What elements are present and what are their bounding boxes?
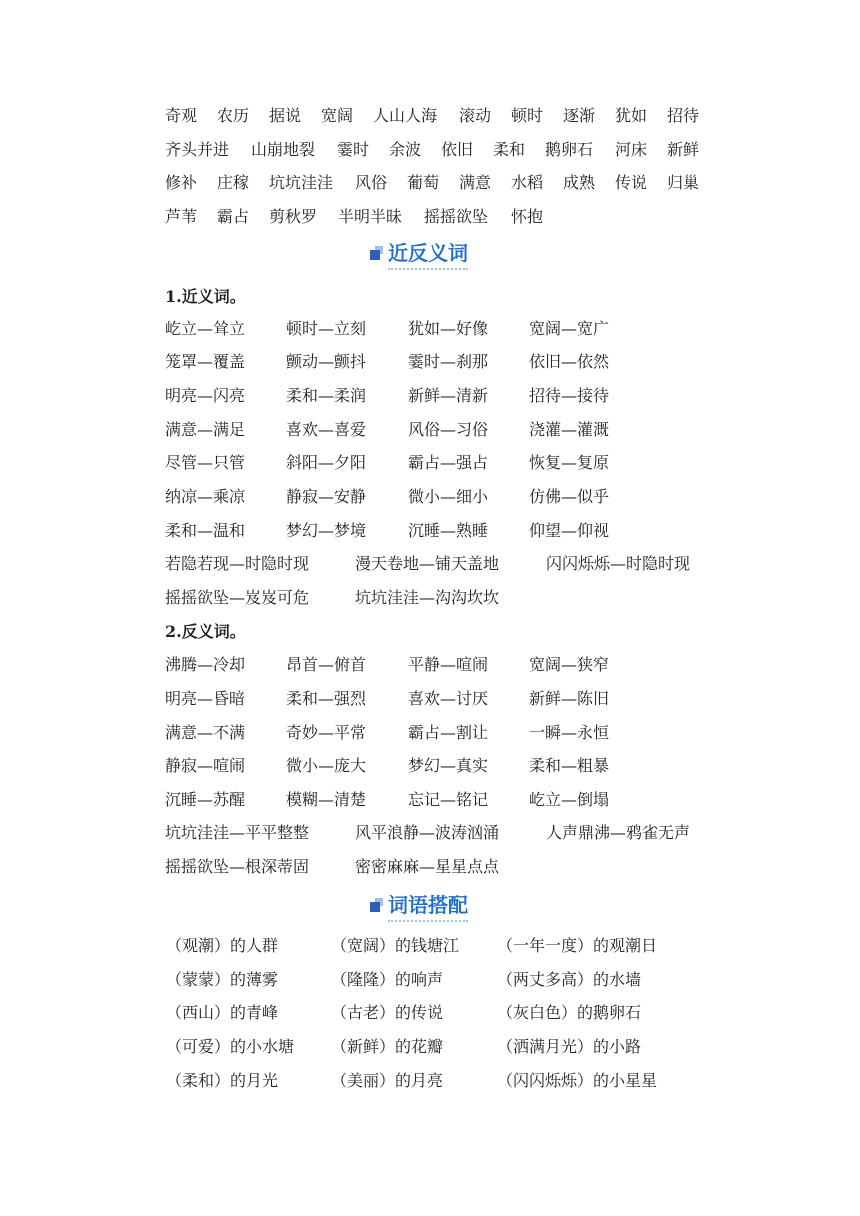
word: 霎时 xyxy=(337,140,370,159)
collocation: （两丈多高）的水墙 xyxy=(497,970,642,989)
word-pair: 微小—细小 xyxy=(408,487,489,506)
word-pair: 坑坑洼洼—平平整整 xyxy=(165,823,310,842)
word: 山崩地裂 xyxy=(251,140,316,159)
word-pair: 尽管—只管 xyxy=(165,453,246,472)
word-pair: 若隐若现—时隐时现 xyxy=(165,554,310,573)
word-pair: 霎时—刹那 xyxy=(408,352,489,371)
word-pair: 喜欢—喜爱 xyxy=(286,420,367,439)
section-title: 近反义词 xyxy=(388,238,468,270)
collocation: （柔和）的月光 xyxy=(166,1071,279,1090)
word-pair: 柔和—柔润 xyxy=(286,386,367,405)
word: 齐头并进 xyxy=(165,140,230,159)
word-pair: 满意—满足 xyxy=(165,420,246,439)
word-pair: 人声鼎沸—鸦雀无声 xyxy=(546,823,691,842)
word: 余波 xyxy=(389,140,422,159)
word: 庄稼 xyxy=(217,173,250,192)
word: 风俗 xyxy=(355,173,388,192)
word-pair: 犹如—好像 xyxy=(408,319,489,338)
collocation: （古老）的传说 xyxy=(331,1003,444,1022)
word: 满意 xyxy=(459,173,492,192)
word: 奇观 xyxy=(165,106,198,125)
collocation: （新鲜）的花瓣 xyxy=(331,1037,444,1056)
word: 招待 xyxy=(667,106,700,125)
word-pair: 摇摇欲坠—根深蒂固 xyxy=(165,857,310,876)
word-pair: 柔和—强烈 xyxy=(286,689,367,708)
word-pair: 风平浪静—波涛汹涌 xyxy=(355,823,500,842)
word-pair: 仰望—仰视 xyxy=(529,521,610,540)
section-title: 词语搭配 xyxy=(388,890,468,922)
word: 修补 xyxy=(165,173,198,192)
word-pair: 忘记—铭记 xyxy=(408,790,489,809)
word-pair: 依旧—依然 xyxy=(529,352,610,371)
word: 犹如 xyxy=(615,106,648,125)
word-pair: 斜阳—夕阳 xyxy=(286,453,367,472)
collocation: （隆隆）的响声 xyxy=(331,970,444,989)
collocation: （美丽）的月亮 xyxy=(331,1071,444,1090)
heading-square-icon xyxy=(370,250,380,260)
word: 依旧 xyxy=(441,140,474,159)
collocation: （可爱）的小水塘 xyxy=(166,1037,295,1056)
word-pair: 霸占—割让 xyxy=(408,723,489,742)
word-pair: 屹立—耸立 xyxy=(165,319,246,338)
word-pair: 顿时—立刻 xyxy=(286,319,367,338)
word-pair: 仿佛—似乎 xyxy=(529,487,610,506)
word-pair: 新鲜—陈旧 xyxy=(529,689,610,708)
word: 宽阔 xyxy=(321,106,354,125)
word-pair: 微小—庞大 xyxy=(286,756,367,775)
word: 鹅卵石 xyxy=(545,140,594,159)
word-pair: 霸占—强占 xyxy=(408,453,489,472)
word: 柔和 xyxy=(493,140,526,159)
word: 半明半昧 xyxy=(338,207,403,226)
word: 坑坑洼洼 xyxy=(269,173,334,192)
word-pair: 招待—接待 xyxy=(529,386,610,405)
word-pair: 密密麻麻—星星点点 xyxy=(355,857,500,876)
heading-square-icon xyxy=(370,902,380,912)
word-pair: 梦幻—真实 xyxy=(408,756,489,775)
word: 水稻 xyxy=(511,173,544,192)
word: 芦苇 xyxy=(165,207,198,226)
word-pair: 明亮—闪亮 xyxy=(165,386,246,405)
collocation: （西山）的青峰 xyxy=(166,1003,279,1022)
word-pair: 坑坑洼洼—沟沟坎坎 xyxy=(355,588,500,607)
word: 农历 xyxy=(217,106,250,125)
word: 逐渐 xyxy=(563,106,596,125)
word-pair: 纳凉—乘凉 xyxy=(165,487,246,506)
collocation: （一年一度）的观潮日 xyxy=(497,936,658,955)
word: 成熟 xyxy=(563,173,596,192)
word-pair: 奇妙—平常 xyxy=(286,723,367,742)
word-pair: 摇摇欲坠—岌岌可危 xyxy=(165,588,310,607)
word: 怀抱 xyxy=(511,207,544,226)
word-pair: 沸腾—冷却 xyxy=(165,655,246,674)
synonyms-label: 1.近义词。 xyxy=(165,287,246,306)
word-pair: 闪闪烁烁—时隐时现 xyxy=(546,554,691,573)
word-pair: 宽阔—宽广 xyxy=(529,319,610,338)
word-pair: 恢复—复原 xyxy=(529,453,610,472)
word-pair: 沉睡—苏醒 xyxy=(165,790,246,809)
word: 归巢 xyxy=(667,173,700,192)
word-pair: 笼罩—覆盖 xyxy=(165,352,246,371)
word-pair: 宽阔—狭窄 xyxy=(529,655,610,674)
collocation: （蒙蒙）的薄雾 xyxy=(166,970,279,989)
word: 人山人海 xyxy=(373,106,438,125)
word: 传说 xyxy=(615,173,648,192)
word-pair: 新鲜—清新 xyxy=(408,386,489,405)
word-pair: 沉睡—熟睡 xyxy=(408,521,489,540)
word-pair: 昂首—俯首 xyxy=(286,655,367,674)
word-pair: 屹立—倒塌 xyxy=(529,790,610,809)
word-pair: 浇灌—灌溉 xyxy=(529,420,610,439)
word-pair: 一瞬—永恒 xyxy=(529,723,610,742)
collocation: （洒满月光）的小路 xyxy=(497,1037,642,1056)
collocation: （宽阔）的钱塘江 xyxy=(331,936,460,955)
word-pair: 喜欢—讨厌 xyxy=(408,689,489,708)
word-pair: 风俗—习俗 xyxy=(408,420,489,439)
word: 摇摇欲坠 xyxy=(424,207,489,226)
word-pair: 漫天卷地—铺天盖地 xyxy=(355,554,500,573)
word-pair: 静寂—安静 xyxy=(286,487,367,506)
word: 滚动 xyxy=(459,106,492,125)
word: 葡萄 xyxy=(407,173,440,192)
word: 河床 xyxy=(615,140,648,159)
word-pair: 平静—喧闹 xyxy=(408,655,489,674)
word-pair: 模糊—清楚 xyxy=(286,790,367,809)
word: 据说 xyxy=(269,106,302,125)
word: 新鲜 xyxy=(667,140,700,159)
word-pair: 明亮—昏暗 xyxy=(165,689,246,708)
word-pair: 满意—不满 xyxy=(165,723,246,742)
word-pair: 柔和—温和 xyxy=(165,521,246,540)
word-pair: 颤动—颤抖 xyxy=(286,352,367,371)
word-pair: 柔和—粗暴 xyxy=(529,756,610,775)
collocation: （观潮）的人群 xyxy=(166,936,279,955)
collocation: （闪闪烁烁）的小星星 xyxy=(497,1071,658,1090)
word: 顿时 xyxy=(511,106,544,125)
antonyms-label: 2.反义词。 xyxy=(165,622,246,641)
word-pair: 梦幻—梦境 xyxy=(286,521,367,540)
word: 霸占 xyxy=(217,207,250,226)
word-pair: 静寂—喧闹 xyxy=(165,756,246,775)
collocation: （灰白色）的鹅卵石 xyxy=(497,1003,642,1022)
word: 剪秋罗 xyxy=(269,207,318,226)
